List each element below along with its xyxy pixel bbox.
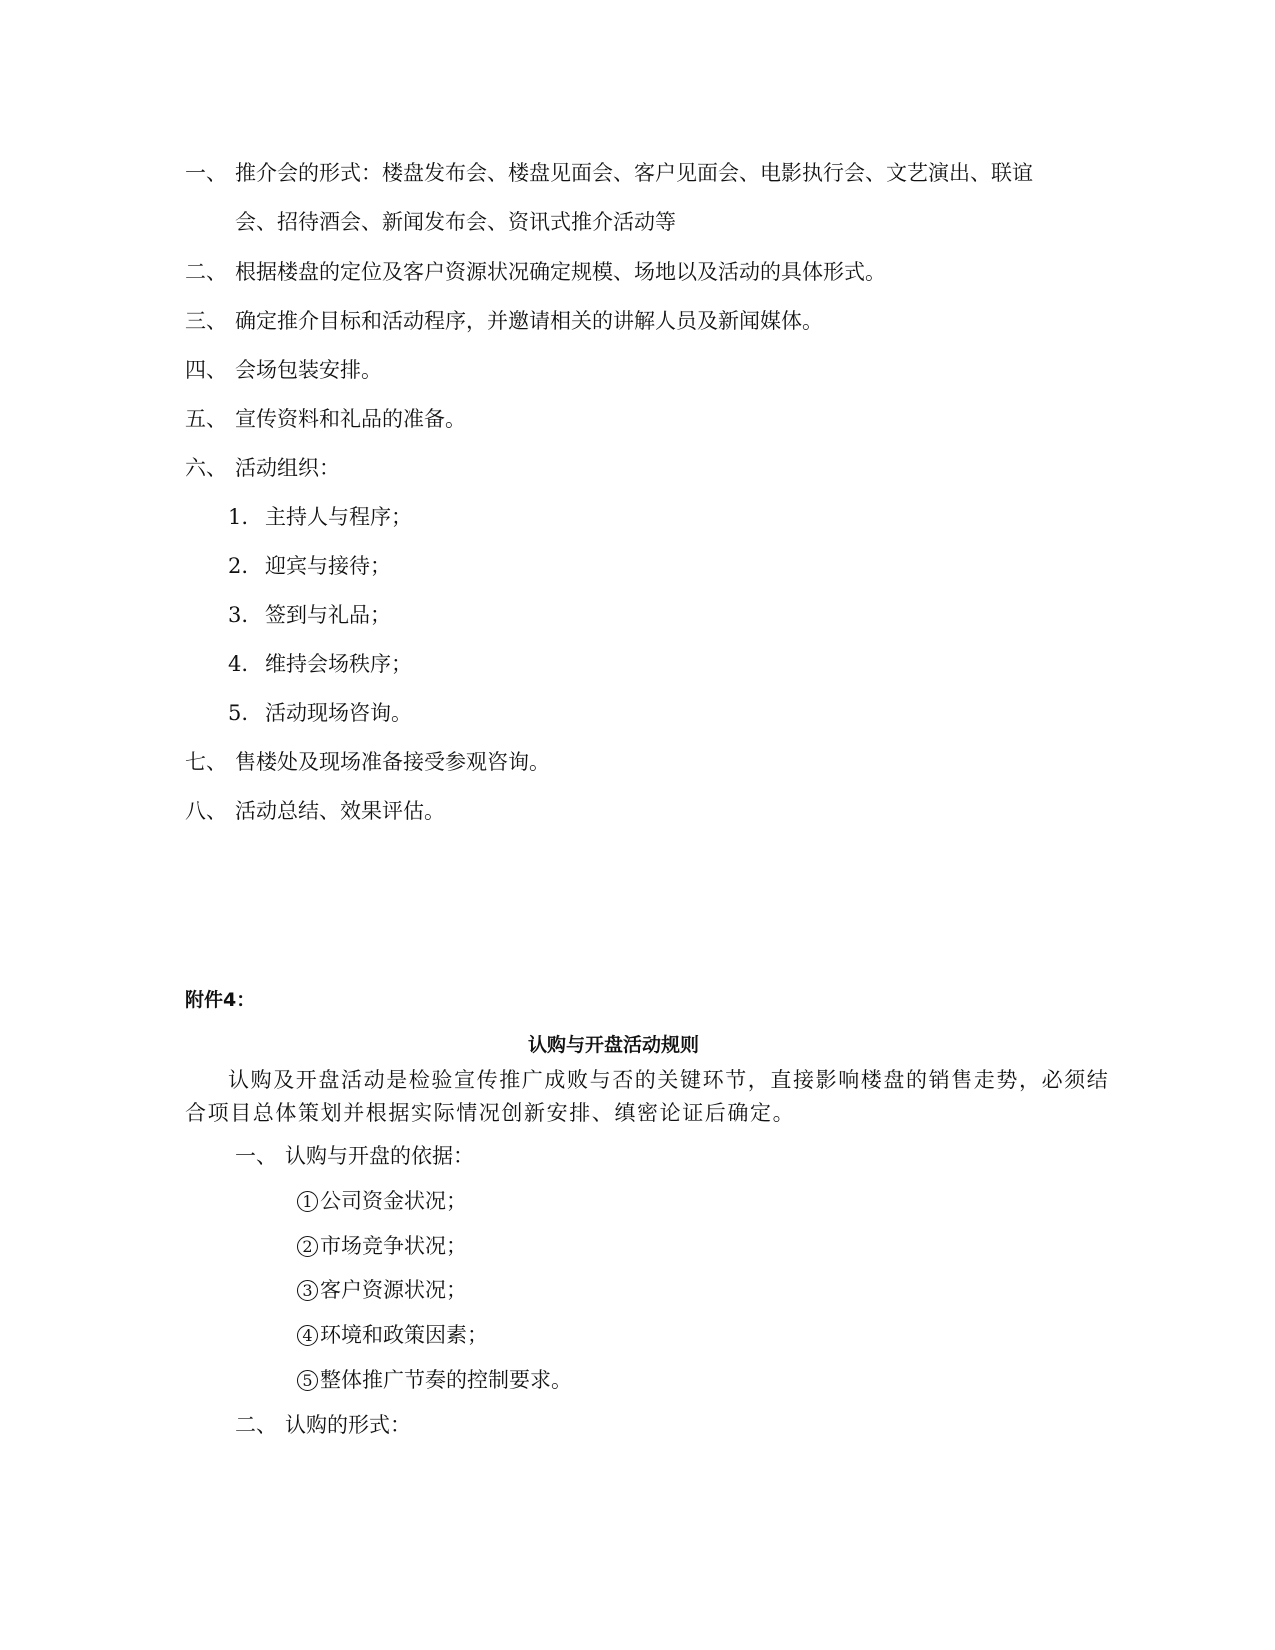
list-item [185,159,1033,187]
intro-paragraph-line-1: 认购及开盘活动是检验宣传推广成败与否的关键环节，直接影响楼盘的销售走势，必须结 [228,1068,1110,1092]
basis-item [297,1321,488,1349]
section-number: 一、 [235,1144,277,1168]
circled-number: 2 [297,1236,318,1257]
list-item [185,454,340,482]
section-heading [235,1411,411,1439]
sub-item-text: 签到与礼品； [265,603,391,627]
circled-number: 3 [297,1280,318,1301]
document-title: 认购与开盘活动规则 [528,1034,700,1056]
section-text: 认购的形式： [285,1413,411,1437]
sub-item-number: 3. [228,603,249,627]
item-number: 四、 [185,358,227,382]
sub-list-item [228,601,391,629]
item-text: 根据楼盘的定位及客户资源状况确定规模、场地以及活动的具体形式。 [235,260,886,284]
circled-number: 1 [297,1191,318,1212]
item-number: 一、 [185,161,227,185]
item-text: 售楼处及现场准备接受参观咨询。 [235,750,550,774]
basis-text: 市场竞争状况； [320,1234,467,1258]
basis-item [297,1232,467,1260]
sub-list-item [228,503,412,531]
item-text: 活动组织： [235,456,340,480]
item-number: 五、 [185,407,227,431]
sub-list-item [228,552,391,580]
item-number: 三、 [185,309,227,333]
list-item-continuation: 会、招待酒会、新闻发布会、资讯式推介活动等 [235,210,676,234]
item-text: 活动总结、效果评估。 [235,799,445,823]
item-number: 二、 [185,260,227,284]
sub-item-number: 5. [228,701,249,725]
attachment-label: 附件4： [185,989,256,1011]
basis-item [297,1366,572,1394]
sub-item-text: 主持人与程序； [265,505,412,529]
sub-list-item [228,699,412,727]
item-text: 确定推介目标和活动程序，并邀请相关的讲解人员及新闻媒体。 [235,309,823,333]
list-item [185,797,445,825]
sub-item-text: 维持会场秩序； [265,652,412,676]
sub-list-item [228,650,412,678]
sub-item-number: 4. [228,652,249,676]
sub-item-number: 1. [228,505,249,529]
circled-number: 5 [297,1370,318,1391]
intro-paragraph-line-2: 合项目总体策划并根据实际情况创新安排、缜密论证后确定。 [185,1101,796,1125]
basis-text: 公司资金状况； [320,1189,467,1213]
section-text: 认购与开盘的依据： [285,1144,474,1168]
section-heading [235,1142,474,1170]
item-number: 七、 [185,750,227,774]
circled-number: 4 [297,1325,318,1346]
list-item [185,258,886,286]
sub-item-number: 2. [228,554,249,578]
item-number: 六、 [185,456,227,480]
sub-item-text: 迎宾与接待； [265,554,391,578]
list-item [185,307,823,335]
basis-item [297,1276,467,1304]
basis-text: 客户资源状况； [320,1278,467,1302]
item-number: 八、 [185,799,227,823]
basis-text: 整体推广节奏的控制要求。 [320,1368,572,1392]
list-item [185,356,382,384]
basis-item [297,1187,467,1215]
list-item [185,405,466,433]
item-text: 推介会的形式：楼盘发布会、楼盘见面会、客户见面会、电影执行会、文艺演出、联谊 [235,161,1033,185]
section-number: 二、 [235,1413,277,1437]
basis-text: 环境和政策因素； [320,1323,488,1347]
item-text: 宣传资料和礼品的准备。 [235,407,466,431]
sub-item-text: 活动现场咨询。 [265,701,412,725]
item-text: 会场包装安排。 [235,358,382,382]
list-item [185,748,550,776]
